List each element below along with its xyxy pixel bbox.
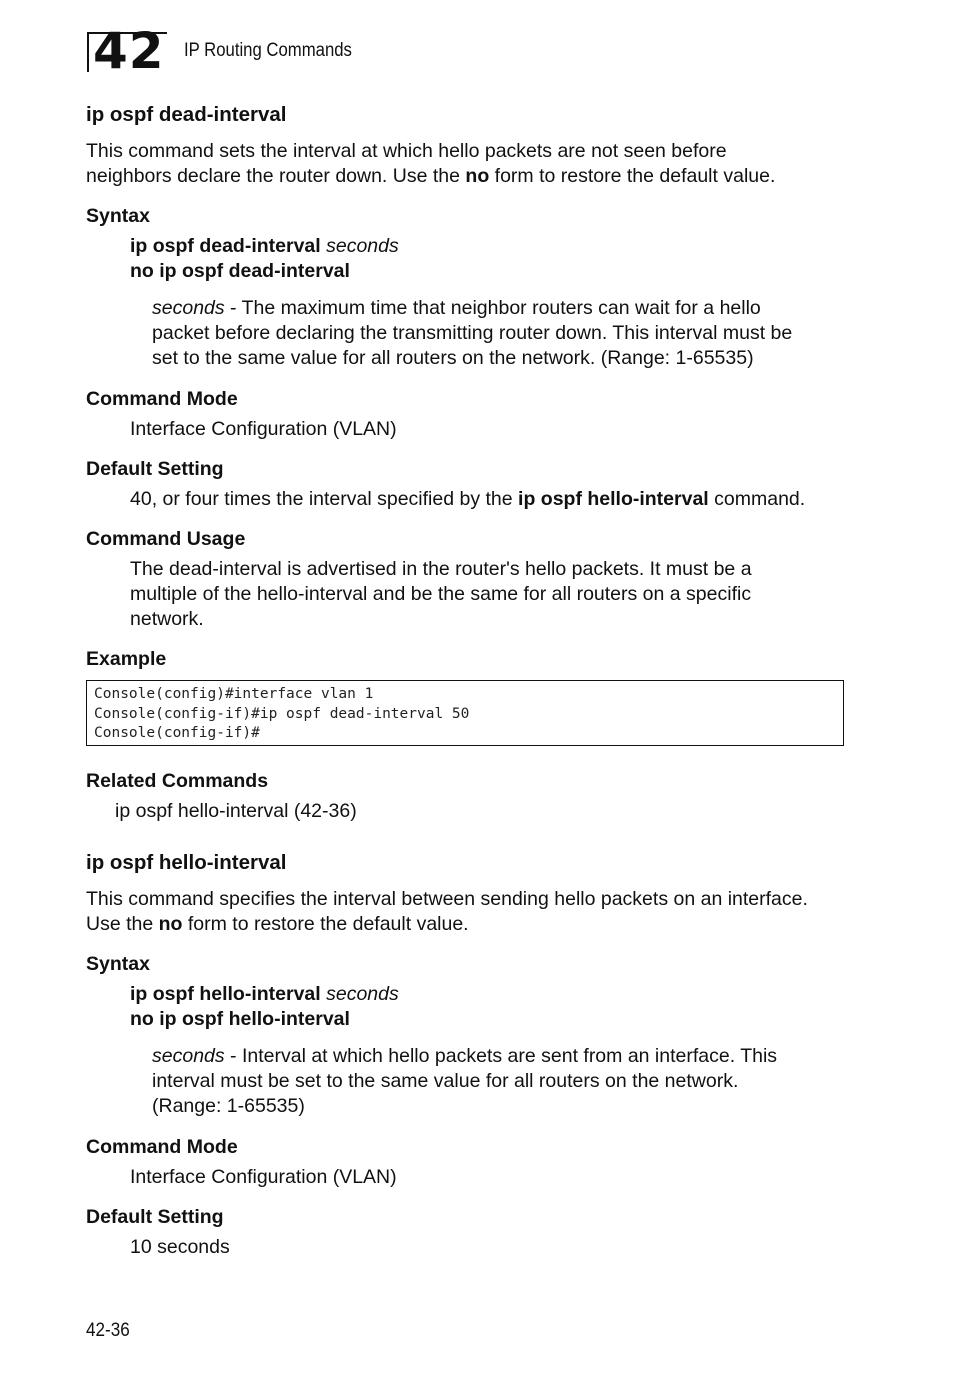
chapter-number: 42	[93, 22, 165, 80]
intro-text: form to restore the default value.	[182, 913, 469, 935]
param-text: - Interval at which hello packets are sent from an interface. This	[224, 1045, 778, 1067]
usage-line: The dead-interval is advertised in the router's hello packets. It must be a	[130, 558, 752, 580]
intro-line	[86, 912, 866, 937]
param-line: packet before declaring the transmitting router down. This interval must be	[152, 322, 793, 344]
usage-line: network.	[130, 608, 204, 630]
no-keyword: no	[465, 165, 490, 187]
section-intro	[86, 887, 866, 937]
command-mode-heading: Command Mode	[86, 1136, 238, 1158]
usage-line: multiple of the hello-interval and be the same for all routers on a specific	[130, 583, 752, 605]
syntax-command	[130, 982, 399, 1007]
param-description	[152, 296, 852, 371]
syntax-heading: Syntax	[86, 205, 150, 227]
default-text: command.	[708, 488, 806, 510]
section-title-dead-interval: ip ospf dead-interval	[86, 103, 287, 126]
section-intro	[86, 139, 856, 189]
syntax-param: seconds	[320, 983, 399, 1005]
syntax-no-command: no ip ospf hello-interval	[130, 1008, 350, 1030]
intro-text: Use the	[86, 913, 159, 935]
default-setting-text	[130, 487, 805, 512]
param-line: set to the same value for all routers on the network. (Range: 1-65535)	[152, 347, 754, 369]
no-keyword: no	[158, 913, 183, 935]
syntax-command-name: ip ospf dead-interval	[130, 235, 321, 257]
code-line: Console(config-if)#ip ospf dead-interval 50	[94, 705, 470, 722]
example-code-block	[86, 680, 844, 746]
intro-line: This command sets the interval at which hello packets are not seen before	[86, 140, 727, 162]
default-setting-heading: Default Setting	[86, 458, 224, 480]
param-name: seconds	[152, 297, 225, 319]
command-mode-heading: Command Mode	[86, 388, 238, 410]
param-line: interval must be set to the same value for all routers on the network.	[152, 1070, 739, 1092]
related-command-link[interactable]: ip ospf hello-interval (42-36)	[115, 800, 357, 822]
intro-line: This command specifies the interval between sending hello packets on an interface.	[86, 888, 808, 910]
chapter-title: IP Routing Commands	[184, 40, 352, 61]
param-name: seconds	[152, 1045, 225, 1067]
page-number: 42-36	[86, 1320, 130, 1341]
section-title-hello-interval: ip ospf hello-interval	[86, 851, 287, 874]
default-text: 40, or four times the interval specified by the	[130, 488, 519, 510]
intro-text: form to restore the default value.	[489, 165, 776, 187]
intro-text: neighbors declare the router down. Use the	[86, 165, 466, 187]
default-setting-heading: Default Setting	[86, 1206, 224, 1228]
command-mode-text: Interface Configuration (VLAN)	[130, 418, 397, 440]
syntax-param: seconds	[320, 235, 399, 257]
param-description	[152, 1044, 852, 1119]
example-heading: Example	[86, 648, 167, 670]
syntax-command-name: ip ospf hello-interval	[130, 983, 321, 1005]
related-commands-heading: Related Commands	[86, 770, 269, 792]
default-command-ref: ip ospf hello-interval	[518, 488, 709, 510]
command-usage-text	[130, 557, 850, 632]
syntax-heading: Syntax	[86, 953, 150, 975]
param-text: - The maximum time that neighbor routers can wait for a hello	[224, 297, 761, 319]
param-line: (Range: 1-65535)	[152, 1095, 305, 1117]
syntax-command	[130, 234, 399, 259]
param-line	[152, 296, 852, 321]
default-setting-text: 10 seconds	[130, 1236, 230, 1258]
syntax-no-command: no ip ospf dead-interval	[130, 260, 350, 282]
command-mode-text: Interface Configuration (VLAN)	[130, 1166, 397, 1188]
code-line: Console(config-if)#	[94, 725, 260, 741]
param-line	[152, 1044, 852, 1069]
command-usage-heading: Command Usage	[86, 528, 246, 550]
code-line: Console(config)#interface vlan 1	[94, 686, 374, 702]
intro-line	[86, 164, 856, 189]
